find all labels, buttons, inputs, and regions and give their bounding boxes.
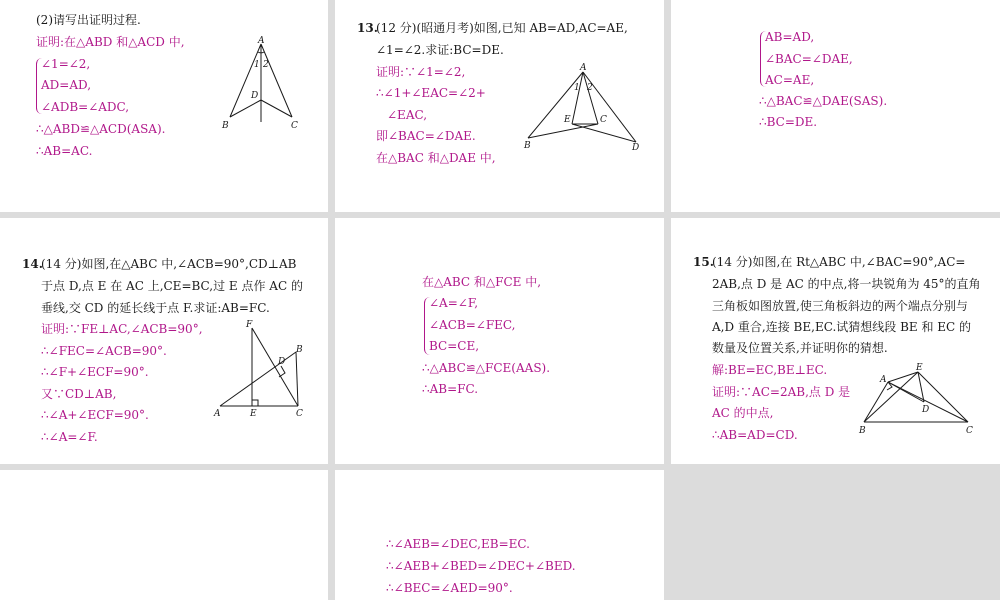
question-13-number: 13. (357, 21, 378, 35)
question-14-line-3: 垂线,交 CD 的延长线于点 F.求证:AB=FC. (41, 301, 270, 315)
fig13-label-e: E (564, 115, 571, 125)
proof-15-cont-2: ∴∠AEB+∠BED=∠DEC+∠BED. (386, 559, 576, 573)
fig1-angle-2: 2 (263, 60, 269, 70)
proof-15-cont-3: ∴∠BEC=∠AED=90°. (386, 581, 513, 595)
condition-1: AB=AD, (765, 30, 815, 44)
fig1-label-b: B (222, 121, 229, 131)
proof-14-line-3: ∴∠F+∠ECF=90°. (41, 365, 149, 379)
triangle-figure-15 (856, 360, 976, 440)
triangle-figure-13 (520, 62, 650, 152)
fig14-label-d: D (278, 357, 286, 367)
question-15-line-5: 数量及位置关系,并证明你的猜想. (712, 341, 888, 355)
fig15-label-a: A (880, 375, 887, 385)
panel-5 (335, 218, 664, 464)
conclusion-2: ∴AB=AC. (36, 144, 93, 158)
conclusion-2: ∴AB=FC. (422, 382, 479, 396)
proof-15-line-1: 解:BE=EC,BE⊥EC. (712, 363, 828, 377)
condition-2: ∠BAC=∠DAE, (765, 52, 853, 66)
triangle-figure-14 (212, 318, 312, 422)
proof-15-line-3: AC 的中点, (712, 406, 774, 420)
fig15-label-c: C (966, 426, 973, 436)
fig14-label-e: E (250, 409, 257, 419)
fig14-label-b: B (296, 345, 303, 355)
proof-15-line-4: ∴AB=AD=CD. (712, 428, 798, 442)
question-15-number: 15. (693, 255, 714, 269)
proof-15-cont-1: ∴∠AEB=∠DEC,EB=EC. (386, 537, 530, 551)
fig13-angle-1: 1 (574, 83, 580, 93)
question-13-line-2: ∠1=∠2.求证:BC=DE. (376, 43, 504, 57)
question-14-line-2: 于点 D,点 E 在 AC 上,CE=BC,过 E 点作 AC 的 (41, 279, 303, 293)
proof-15-line-2: 证明:∵AC=2AB,点 D 是 (712, 385, 851, 399)
proof-13-line-2: ∴∠1+∠EAC=∠2+ (376, 86, 486, 100)
fig15-label-e: E (916, 363, 923, 373)
panel-7 (0, 470, 328, 600)
fig1-label-c: C (291, 121, 298, 131)
conclusion-2: ∴BC=DE. (759, 115, 818, 129)
question-15-line-1: (14 分)如图,在 Rt△ABC 中,∠BAC=90°,AC= (712, 255, 966, 269)
fig1-label-d: D (251, 91, 259, 101)
fig13-label-c: C (600, 115, 607, 125)
condition-2: AD=AD, (41, 78, 92, 92)
panel-1 (0, 0, 328, 212)
panel-3 (671, 0, 1000, 212)
conclusion-1: ∴△ABC≌△FCE(AAS). (422, 361, 551, 375)
proof-13-line-4: 即∠BAC=∠DAE. (376, 129, 476, 143)
fig1-label-a: A (258, 36, 265, 46)
question-15-line-4: A,D 重合,连接 BE,EC.试猜想线段 BE 和 EC 的 (712, 320, 972, 334)
fig13-angle-2: 2 (587, 83, 593, 93)
proof-13-line-3: ∠EAC, (387, 108, 428, 122)
proof-13-line-1: 证明:∵∠1=∠2, (376, 65, 466, 79)
panel-4 (0, 218, 328, 464)
conclusion-1: ∴△ABD≌△ACD(ASA). (36, 122, 166, 136)
proof-14-line-4: 又∵CD⊥AB, (41, 387, 117, 401)
question-15-line-3: 三角板如图放置,使三角板斜边的两个端点分别与 (712, 299, 968, 313)
proof-14-line-5: ∴∠A+∠ECF=90°. (41, 408, 149, 422)
fig13-label-b: B (524, 141, 531, 151)
question-2-text: (2)请写出证明过程. (36, 13, 141, 27)
fig14-label-f: F (246, 320, 253, 330)
condition-3: ∠ADB=∠ADC, (41, 100, 130, 114)
panel-8 (335, 470, 664, 600)
proof-14-line-2: ∴∠FEC=∠ACB=90°. (41, 344, 167, 358)
condition-1: ∠1=∠2, (41, 57, 91, 71)
question-14-number: 14. (22, 257, 43, 271)
proof-14-line-1: 证明:∵FE⊥AC,∠ACB=90°, (41, 322, 203, 336)
condition-3: AC=AE, (765, 73, 815, 87)
fig1-angle-1: 1 (254, 60, 260, 70)
fig14-label-a: A (214, 409, 221, 419)
fig14-label-c: C (296, 409, 303, 419)
question-15-line-2: 2AB,点 D 是 AC 的中点,将一块锐角为 45°的直角 (712, 277, 981, 291)
fig15-label-b: B (859, 426, 866, 436)
triangle-figure-1 (218, 34, 308, 134)
condition-2: ∠ACB=∠FEC, (429, 318, 516, 332)
proof-13-line-5: 在△BAC 和△DAE 中, (376, 151, 496, 165)
fig13-label-d: D (632, 143, 640, 152)
condition-1: ∠A=∠F, (429, 296, 479, 310)
proof-14-line-6: ∴∠A=∠F. (41, 430, 98, 444)
proof-line: 在△ABC 和△FCE 中, (422, 275, 542, 289)
panel-6 (671, 218, 1000, 464)
conclusion-1: ∴△BAC≌△DAE(SAS). (759, 94, 888, 108)
panel-2 (335, 0, 664, 212)
fig15-label-d: D (922, 405, 930, 415)
proof-line: 证明:在△ABD 和△ACD 中, (36, 35, 185, 49)
question-14-line-1: (14 分)如图,在△ABC 中,∠ACB=90°,CD⊥AB (41, 257, 297, 271)
fig13-label-a: A (580, 63, 587, 73)
question-13-line-1: (12 分)(昭通月考)如图,已知 AB=AD,AC=AE, (376, 21, 628, 35)
condition-3: BC=CE, (429, 339, 480, 353)
